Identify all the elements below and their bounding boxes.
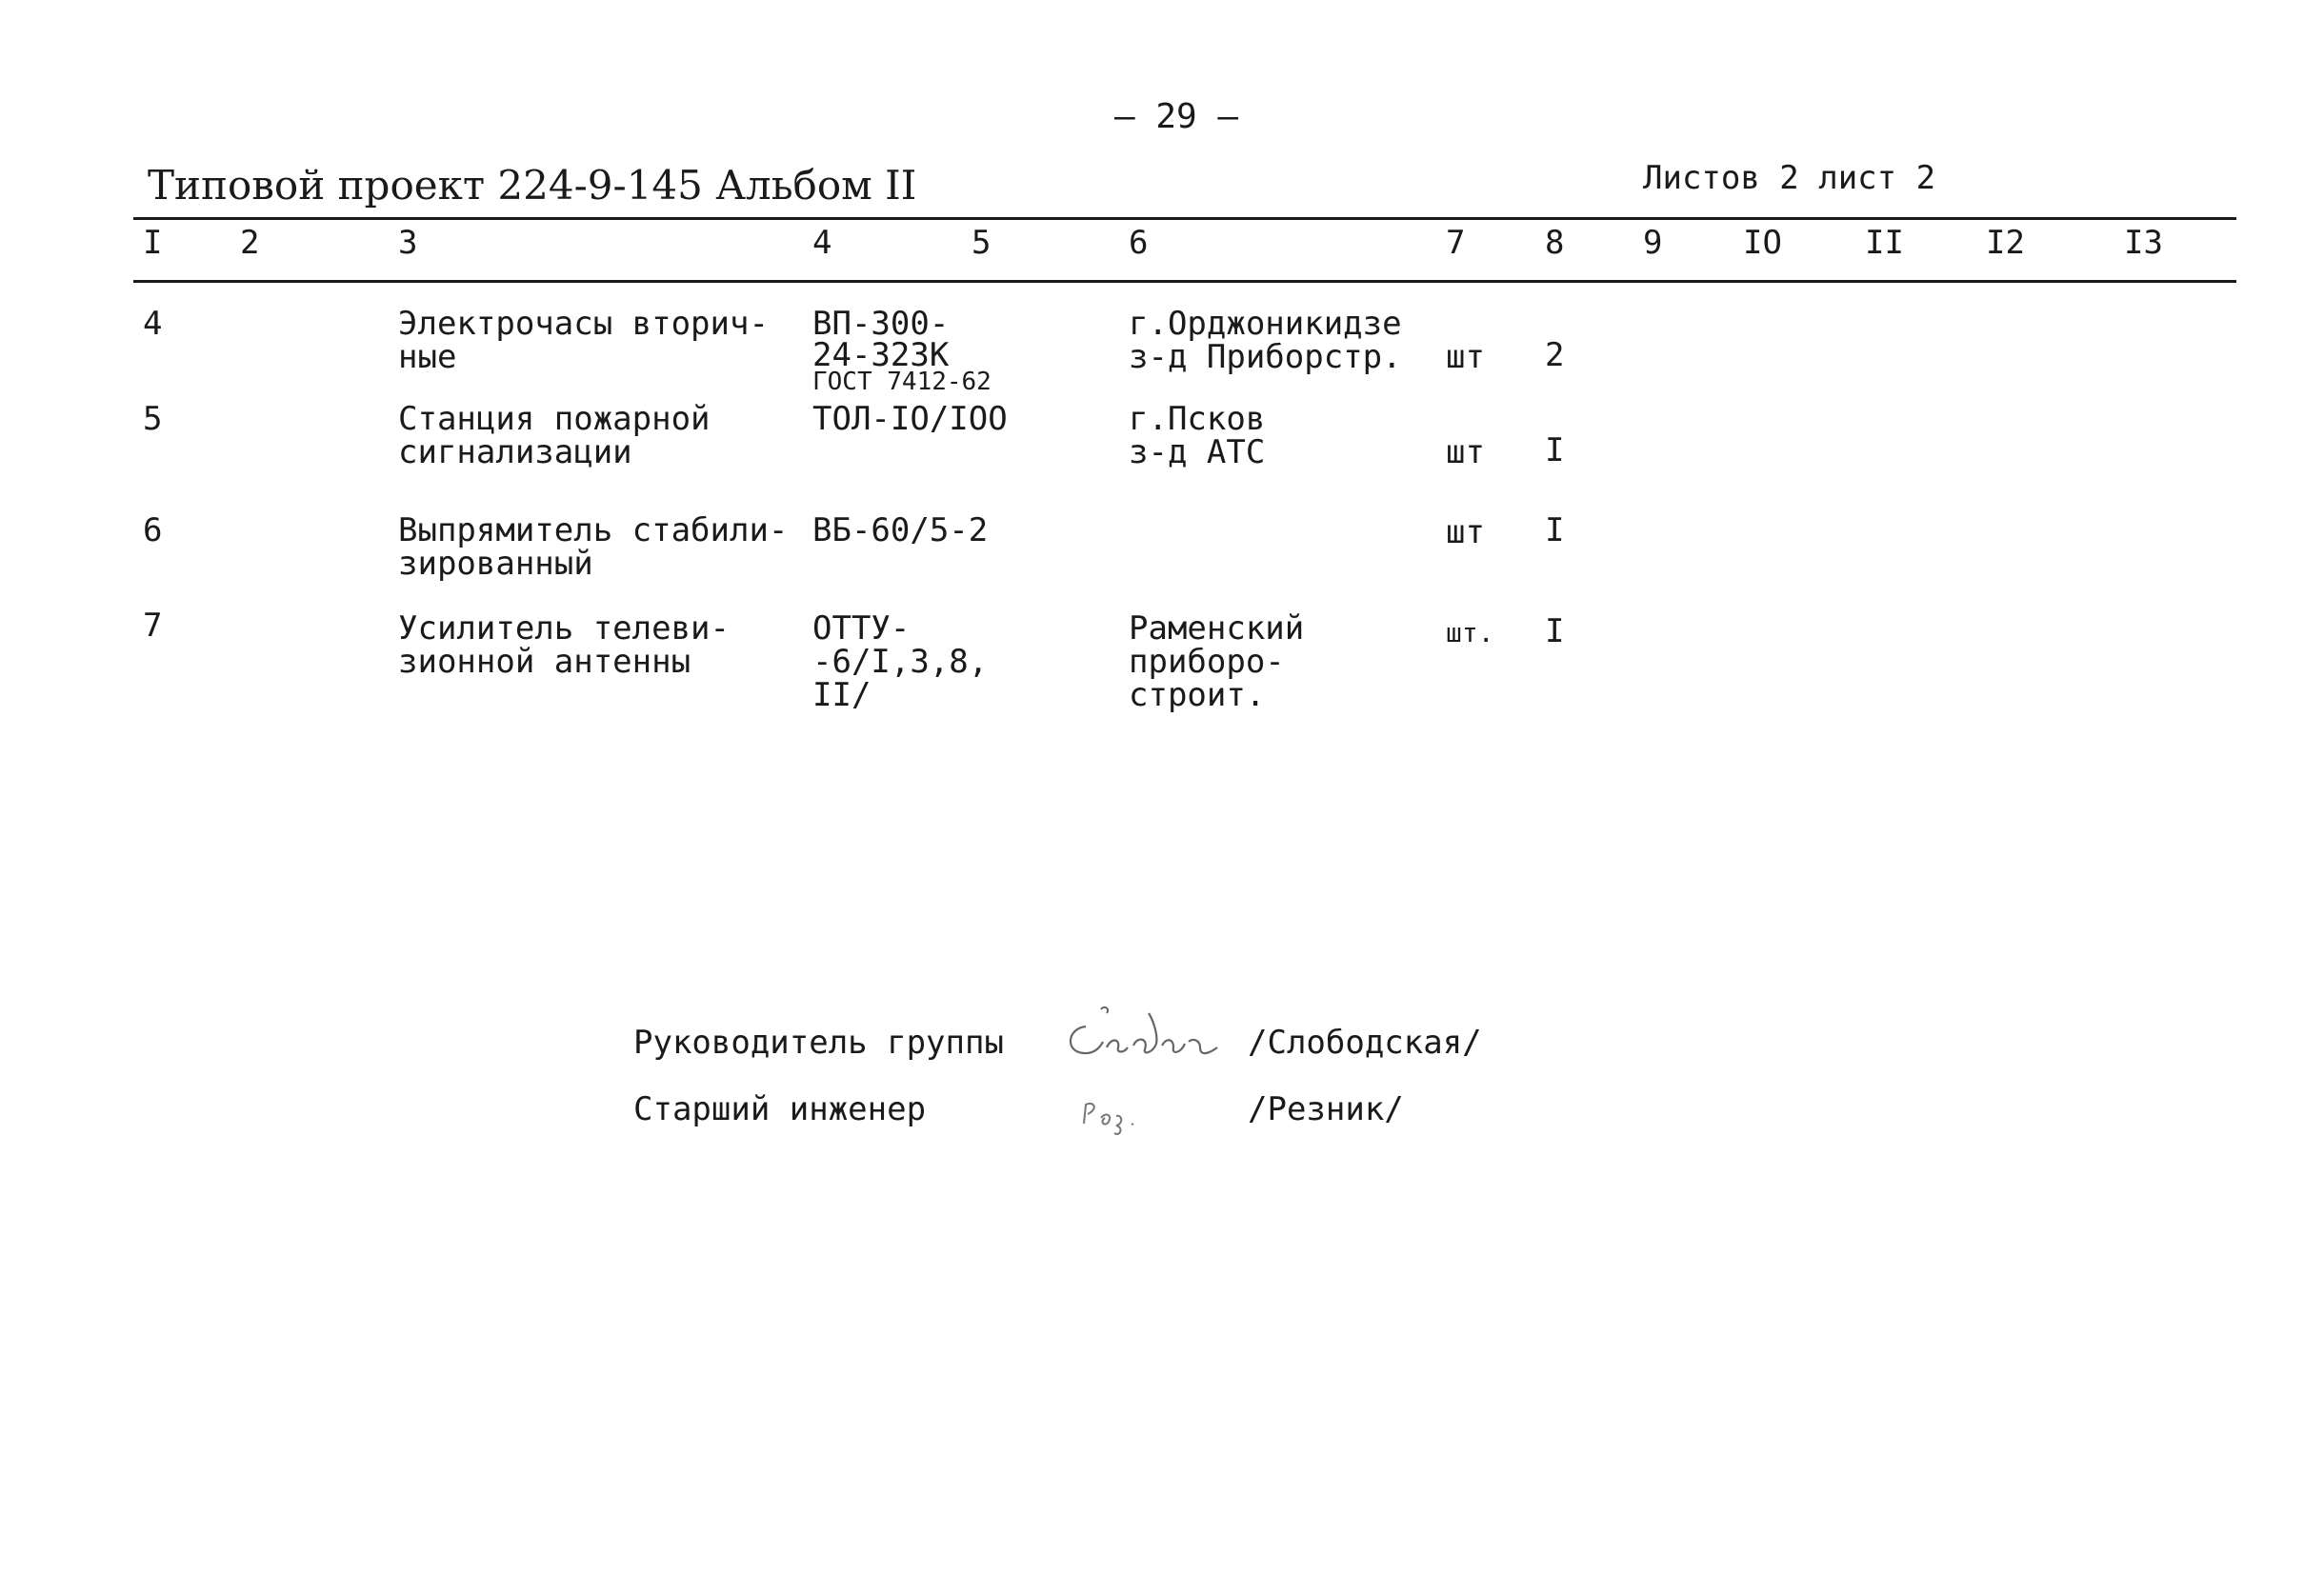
column-number: 5 xyxy=(972,224,992,262)
item-type: ВБ-60/5-2 xyxy=(812,511,989,549)
column-number: IO xyxy=(1743,224,1782,262)
item-type: II/ xyxy=(812,676,872,714)
item-type: ТОЛ-IO/IOO xyxy=(812,400,1008,438)
item-unit: шт xyxy=(1446,433,1485,471)
item-qty: I xyxy=(1545,612,1565,650)
row-number: 6 xyxy=(143,511,163,549)
item-qty: 2 xyxy=(1545,336,1565,374)
sheets-count: Листов 2 лист 2 xyxy=(1643,159,1936,197)
item-type: -6/I,3,8, xyxy=(812,643,989,681)
item-type-note: ГОСТ 7412-62 xyxy=(812,368,992,396)
column-number: 6 xyxy=(1129,224,1149,262)
item-unit: шт. xyxy=(1446,617,1494,648)
column-number: I xyxy=(143,224,163,262)
handwritten-signature xyxy=(1076,1086,1172,1143)
item-maker: з-д Приборстр. xyxy=(1129,338,1402,376)
signature-role: Руководитель группы xyxy=(633,1024,1004,1062)
item-maker: з-д АТС xyxy=(1129,433,1266,471)
signature-name: /Слободская/ xyxy=(1248,1024,1482,1062)
project-title: Типовой проект 224-9-145 Альбом II xyxy=(148,162,917,209)
item-unit: шт xyxy=(1446,513,1485,551)
item-name: зионной антенны xyxy=(398,643,691,681)
column-number: 9 xyxy=(1643,224,1663,262)
signature-role: Старший инженер xyxy=(633,1090,927,1128)
item-type: 24-323К xyxy=(812,336,950,374)
item-qty: I xyxy=(1545,431,1565,469)
item-maker: г.Орджоникидзе xyxy=(1129,305,1402,343)
row-number: 7 xyxy=(143,607,163,645)
column-number: 8 xyxy=(1545,224,1565,262)
column-number: 3 xyxy=(398,224,418,262)
row-number: 4 xyxy=(143,305,163,343)
item-maker: Раменский xyxy=(1129,609,1305,648)
column-number: I3 xyxy=(2124,224,2163,262)
item-name: Электрочасы вторич- xyxy=(398,305,769,343)
column-number: II xyxy=(1865,224,1904,262)
item-maker: приборо- xyxy=(1129,643,1285,681)
item-type: ВП-300- xyxy=(812,305,950,343)
item-name: Выпрямитель стабили- xyxy=(398,511,789,549)
item-name: Станция пожарной xyxy=(398,400,711,438)
item-name: зированный xyxy=(398,545,593,583)
item-qty: I xyxy=(1545,511,1565,549)
item-maker: г.Псков xyxy=(1129,400,1266,438)
column-number: 2 xyxy=(240,224,260,262)
handwritten-signature xyxy=(1057,1000,1229,1076)
row-number: 5 xyxy=(143,400,163,438)
item-maker: строит. xyxy=(1129,676,1266,714)
page-number: — 29 — xyxy=(1114,97,1239,136)
column-number: 7 xyxy=(1446,224,1466,262)
signature-name: /Резник/ xyxy=(1248,1090,1404,1128)
header-bottom-rule xyxy=(133,280,2236,283)
header-top-rule xyxy=(133,217,2236,220)
item-type: ОТТУ- xyxy=(812,609,911,648)
item-name: сигнализации xyxy=(398,433,632,471)
item-name: Усилитель телеви- xyxy=(398,609,730,648)
item-unit: шт xyxy=(1446,338,1485,376)
column-number: I2 xyxy=(1986,224,2025,262)
item-name: ные xyxy=(398,338,457,376)
column-number: 4 xyxy=(812,224,832,262)
